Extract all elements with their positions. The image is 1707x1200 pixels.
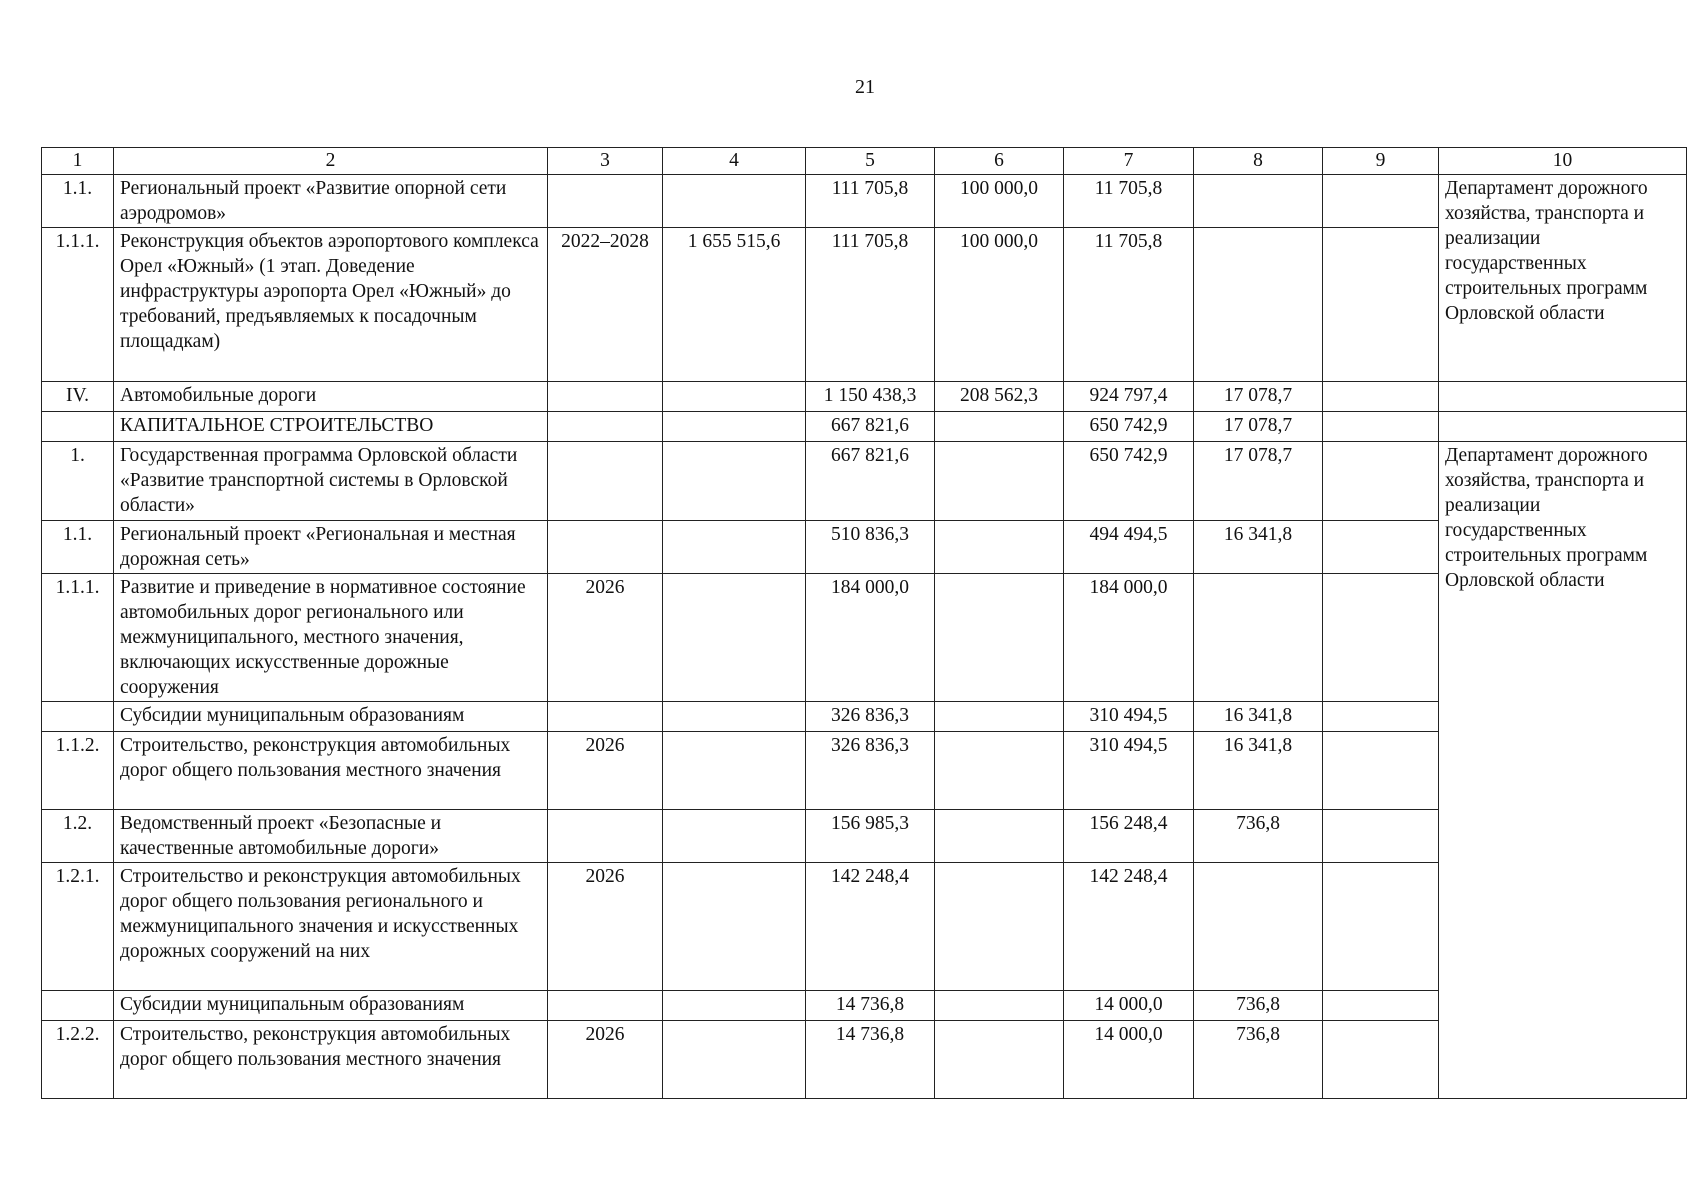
row-col7: 11 705,8 — [1064, 228, 1194, 382]
row-number: 1.2.2. — [42, 1021, 114, 1099]
row-cost — [663, 1021, 806, 1099]
row-cost — [663, 442, 806, 521]
empty-department-cell — [1439, 412, 1687, 442]
row-col6 — [935, 863, 1064, 991]
row-name: Строительство, реконструкция автомобильных дорог общего пользования местного значения — [114, 732, 548, 810]
row-col7: 494 494,5 — [1064, 521, 1194, 574]
row-col9 — [1323, 732, 1439, 810]
row-col7: 11 705,8 — [1064, 175, 1194, 228]
row-col5: 510 836,3 — [806, 521, 935, 574]
header-cell: 5 — [806, 148, 935, 175]
row-name: Региональный проект «Развитие опорной сети аэродромов» — [114, 175, 548, 228]
row-col9 — [1323, 810, 1439, 863]
table-row — [42, 175, 1687, 228]
row-col6 — [935, 412, 1064, 442]
row-number — [42, 412, 114, 442]
row-name: Ведомственный проект «Безопасные и качественные автомобильные дороги» — [114, 810, 548, 863]
row-years — [548, 442, 663, 521]
header-cell: 10 — [1439, 148, 1687, 175]
header-cell: 1 — [42, 148, 114, 175]
row-col7: 650 742,9 — [1064, 442, 1194, 521]
row-cost — [663, 863, 806, 991]
row-years: 2026 — [548, 732, 663, 810]
row-col9 — [1323, 175, 1439, 228]
row-number: 1.1.1. — [42, 574, 114, 702]
row-col7: 310 494,5 — [1064, 702, 1194, 732]
table-row — [42, 412, 1687, 442]
table-row — [42, 442, 1687, 521]
row-col8: 17 078,7 — [1194, 382, 1323, 412]
row-col8 — [1194, 574, 1323, 702]
row-cost — [663, 702, 806, 732]
row-col5: 156 985,3 — [806, 810, 935, 863]
row-years — [548, 810, 663, 863]
row-col8: 736,8 — [1194, 810, 1323, 863]
row-col9 — [1323, 228, 1439, 382]
row-years — [548, 382, 663, 412]
row-col7: 924 797,4 — [1064, 382, 1194, 412]
row-years — [548, 412, 663, 442]
row-years: 2026 — [548, 863, 663, 991]
header-cell: 6 — [935, 148, 1064, 175]
header-cell: 7 — [1064, 148, 1194, 175]
row-name: Реконструкция объектов аэропортового комплекса Орел «Южный» (1 этап. Доведение инфраструктуры аэропорта Орел «Южный» до требований, предъявляемых к посадочным площадкам) — [114, 228, 548, 382]
row-col9 — [1323, 382, 1439, 412]
row-col8: 16 341,8 — [1194, 521, 1323, 574]
row-number — [42, 702, 114, 732]
row-col5: 14 736,8 — [806, 991, 935, 1021]
page-number: 21 — [855, 76, 875, 98]
row-cost — [663, 574, 806, 702]
row-col6 — [935, 521, 1064, 574]
row-name: Государственная программа Орловской области «Развитие транспортной системы в Орловской области» — [114, 442, 548, 521]
row-col7: 142 248,4 — [1064, 863, 1194, 991]
program-table — [41, 147, 1687, 1099]
row-number: 1.1.1. — [42, 228, 114, 382]
empty-department-cell — [1439, 382, 1687, 412]
row-col6 — [935, 702, 1064, 732]
row-number — [42, 991, 114, 1021]
row-col6 — [935, 442, 1064, 521]
row-name: Субсидии муниципальным образованиям — [114, 702, 548, 732]
row-number: 1.1. — [42, 521, 114, 574]
row-cost — [663, 175, 806, 228]
row-number: 1.1. — [42, 175, 114, 228]
row-col6 — [935, 732, 1064, 810]
header-cell: 8 — [1194, 148, 1323, 175]
row-col9 — [1323, 574, 1439, 702]
row-col5: 667 821,6 — [806, 412, 935, 442]
row-cost — [663, 412, 806, 442]
row-col5: 111 705,8 — [806, 175, 935, 228]
responsible-department: Департамент дорожного хозяйства, транспорта и реализации государственных строительных программ Орловской области — [1439, 175, 1687, 382]
row-col7: 156 248,4 — [1064, 810, 1194, 863]
row-col6: 208 562,3 — [935, 382, 1064, 412]
row-col5: 1 150 438,3 — [806, 382, 935, 412]
row-cost — [663, 382, 806, 412]
row-col9 — [1323, 412, 1439, 442]
row-col8 — [1194, 175, 1323, 228]
row-col8 — [1194, 863, 1323, 991]
row-col9 — [1323, 1021, 1439, 1099]
row-cost — [663, 521, 806, 574]
row-name: Развитие и приведение в нормативное состояние автомобильных дорог регионального или межмуниципального, местного значения, включающих искусственные дорожные сооружения — [114, 574, 548, 702]
row-col7: 184 000,0 — [1064, 574, 1194, 702]
row-col8: 736,8 — [1194, 991, 1323, 1021]
row-col9 — [1323, 991, 1439, 1021]
row-col6 — [935, 574, 1064, 702]
row-number: 1.1.2. — [42, 732, 114, 810]
row-col5: 111 705,8 — [806, 228, 935, 382]
header-cell: 4 — [663, 148, 806, 175]
row-col9 — [1323, 442, 1439, 521]
row-col5: 667 821,6 — [806, 442, 935, 521]
row-col8 — [1194, 228, 1323, 382]
row-col5: 326 836,3 — [806, 702, 935, 732]
row-years: 2026 — [548, 1021, 663, 1099]
row-name: Региональный проект «Региональная и местная дорожная сеть» — [114, 521, 548, 574]
row-col6 — [935, 991, 1064, 1021]
row-cost — [663, 732, 806, 810]
row-name: Строительство, реконструкция автомобильных дорог общего пользования местного значения — [114, 1021, 548, 1099]
row-number: IV. — [42, 382, 114, 412]
row-col9 — [1323, 863, 1439, 991]
row-name: Строительство и реконструкция автомобильных дорог общего пользования регионального и межмуниципального значения и искусственных дорожных сооружений на них — [114, 863, 548, 991]
row-years — [548, 991, 663, 1021]
row-col6 — [935, 810, 1064, 863]
row-years — [548, 175, 663, 228]
row-name: Субсидии муниципальным образованиям — [114, 991, 548, 1021]
row-cost: 1 655 515,6 — [663, 228, 806, 382]
row-cost — [663, 991, 806, 1021]
header-cell: 3 — [548, 148, 663, 175]
row-years — [548, 702, 663, 732]
row-col8: 17 078,7 — [1194, 412, 1323, 442]
row-number: 1.2.1. — [42, 863, 114, 991]
table-header-row — [42, 148, 1687, 175]
responsible-department: Департамент дорожного хозяйства, транспорта и реализации государственных строительных программ Орловской области — [1439, 442, 1687, 1099]
row-col7: 310 494,5 — [1064, 732, 1194, 810]
row-name: КАПИТАЛЬНОЕ СТРОИТЕЛЬСТВО — [114, 412, 548, 442]
row-col6 — [935, 1021, 1064, 1099]
row-col8: 17 078,7 — [1194, 442, 1323, 521]
row-col7: 650 742,9 — [1064, 412, 1194, 442]
row-years: 2026 — [548, 574, 663, 702]
header-cell: 2 — [114, 148, 548, 175]
row-col8: 736,8 — [1194, 1021, 1323, 1099]
row-years: 2022–2028 — [548, 228, 663, 382]
row-col5: 14 736,8 — [806, 1021, 935, 1099]
row-cost — [663, 810, 806, 863]
row-number: 1. — [42, 442, 114, 521]
table-row — [42, 382, 1687, 412]
row-name: Автомобильные дороги — [114, 382, 548, 412]
row-col5: 142 248,4 — [806, 863, 935, 991]
row-col6: 100 000,0 — [935, 228, 1064, 382]
row-col5: 326 836,3 — [806, 732, 935, 810]
header-cell: 9 — [1323, 148, 1439, 175]
row-years — [548, 521, 663, 574]
row-number: 1.2. — [42, 810, 114, 863]
row-col7: 14 000,0 — [1064, 1021, 1194, 1099]
row-col5: 184 000,0 — [806, 574, 935, 702]
row-col7: 14 000,0 — [1064, 991, 1194, 1021]
row-col8: 16 341,8 — [1194, 732, 1323, 810]
row-col9 — [1323, 521, 1439, 574]
row-col6: 100 000,0 — [935, 175, 1064, 228]
row-col8: 16 341,8 — [1194, 702, 1323, 732]
row-col9 — [1323, 702, 1439, 732]
